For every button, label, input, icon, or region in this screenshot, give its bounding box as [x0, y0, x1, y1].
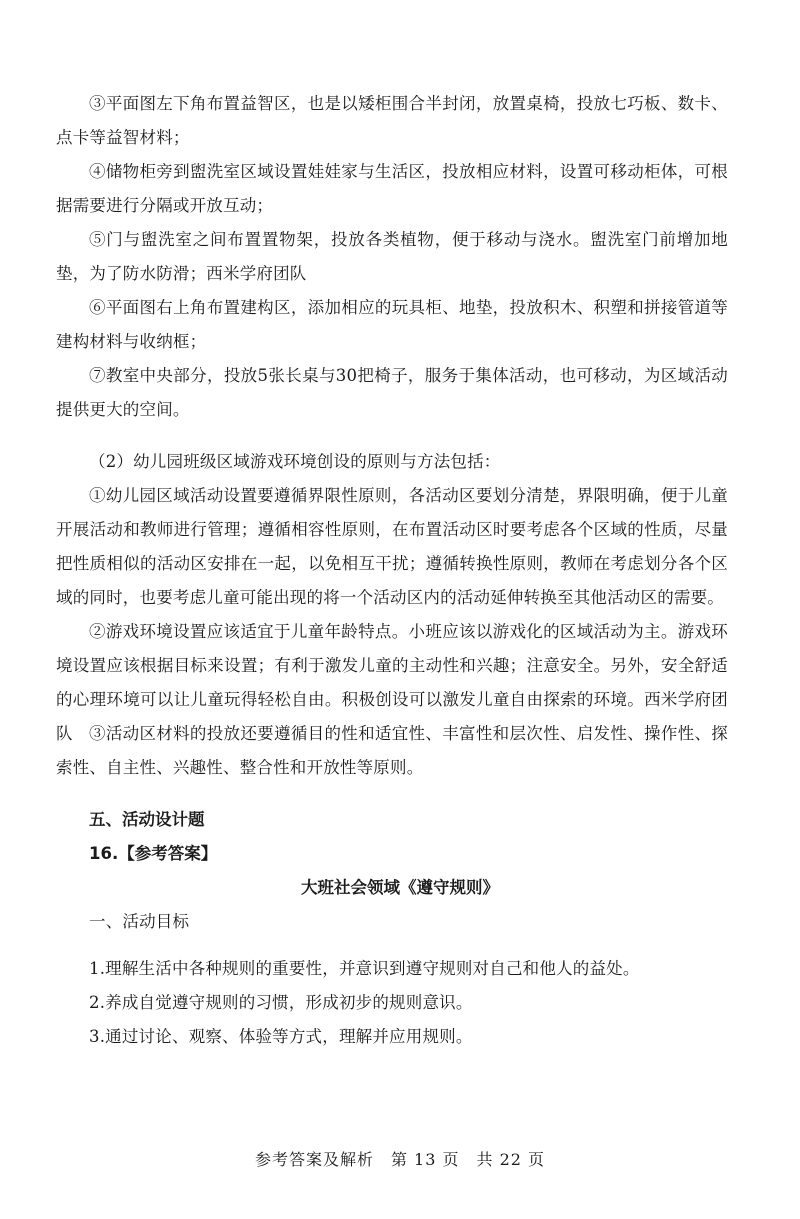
page-footer: 参考答案及解析 第 13 页 共 22 页 — [254, 1150, 546, 1169]
objective-item-1: 1.理解生活中各种规则的重要性，并意识到遵守规则对自己和他人的益处。 — [89, 959, 640, 978]
paragraph-principles-intro: （2）幼儿园班级区域游戏环境创设的原则与方法包括： — [89, 452, 501, 471]
paragraph-classroom-center: ⑦教室中央部分，投放5张长桌与30把椅子，服务于集体活动，也可移动，为区域活动提供更大的空间。 — [56, 366, 728, 419]
answer-label: 16.【参考答案】 — [89, 844, 218, 863]
objective-item-2: 2.养成自觉遵守规则的习惯，形成初步的规则意识。 — [89, 993, 473, 1012]
objective-item-3: 3.通过讨论、观察、体验等方式，理解并应用规则。 — [89, 1027, 473, 1046]
objectives-heading: 一、活动目标 — [89, 912, 190, 931]
paragraph-plant-shelf: ⑤门与盥洗室之间布置置物架，投放各类植物，便于移动与浇水。盥洗室门前增加地垫，为了防水防滑；西米学府团队 — [56, 230, 728, 283]
paragraph-principle-materials: ③活动区材料的投放还要遵循目的性和适宜性、丰富性和层次性、启发性、操作性、探索性、自主性、兴趣性、整合性和开放性等原则。 — [56, 724, 728, 777]
paragraph-principle-boundaries: ①幼儿园区域活动设置要遵循界限性原则，各活动区要划分清楚，界限明确，便于儿童开展活动和教师进行管理；遵循相容性原则，在布置活动区时要考虑各个区域的性质，尽量把性质相似的活动区安排在一起，以免相互干扰；遵循转换性原则，教师在考虑划分各个区域的同时，也要考虑儿童可能出现的将一个活动区内的活动延伸转换至其他活动区的需要。 — [56, 486, 728, 607]
paragraph-construction-area: ⑥平面图右上角布置建构区，添加相应的玩具柜、地垫，投放积木、积塑和拼接管道等建构材料与收纳框； — [56, 298, 728, 351]
activity-title: 大班社会领域《遵守规则》 — [301, 878, 499, 897]
paragraph-doll-house-area: ④储物柜旁到盥洗室区域设置娃娃家与生活区，投放相应材料，设置可移动柜体，可根据需要进行分隔或开放互动； — [56, 162, 728, 215]
section-heading: 五、活动设计题 — [89, 810, 205, 829]
paragraph-principle-age: ②游戏环境设置应该适宜于儿童年龄特点。小班应该以游戏化的区域活动为主。游戏环境设置应该根据目标来设置；有利于激发儿童的主动性和兴趣；注意安全。另外，安全舒适的心理环境可以让儿童玩得轻松自由。积极创设可以激发儿童自由探索的环境。西米学府团队 — [56, 622, 728, 743]
paragraph-puzzle-area: ③平面图左下角布置益智区，也是以矮柜围合半封闭，放置桌椅，投放七巧板、数卡、点卡等益智材料； — [56, 94, 728, 147]
